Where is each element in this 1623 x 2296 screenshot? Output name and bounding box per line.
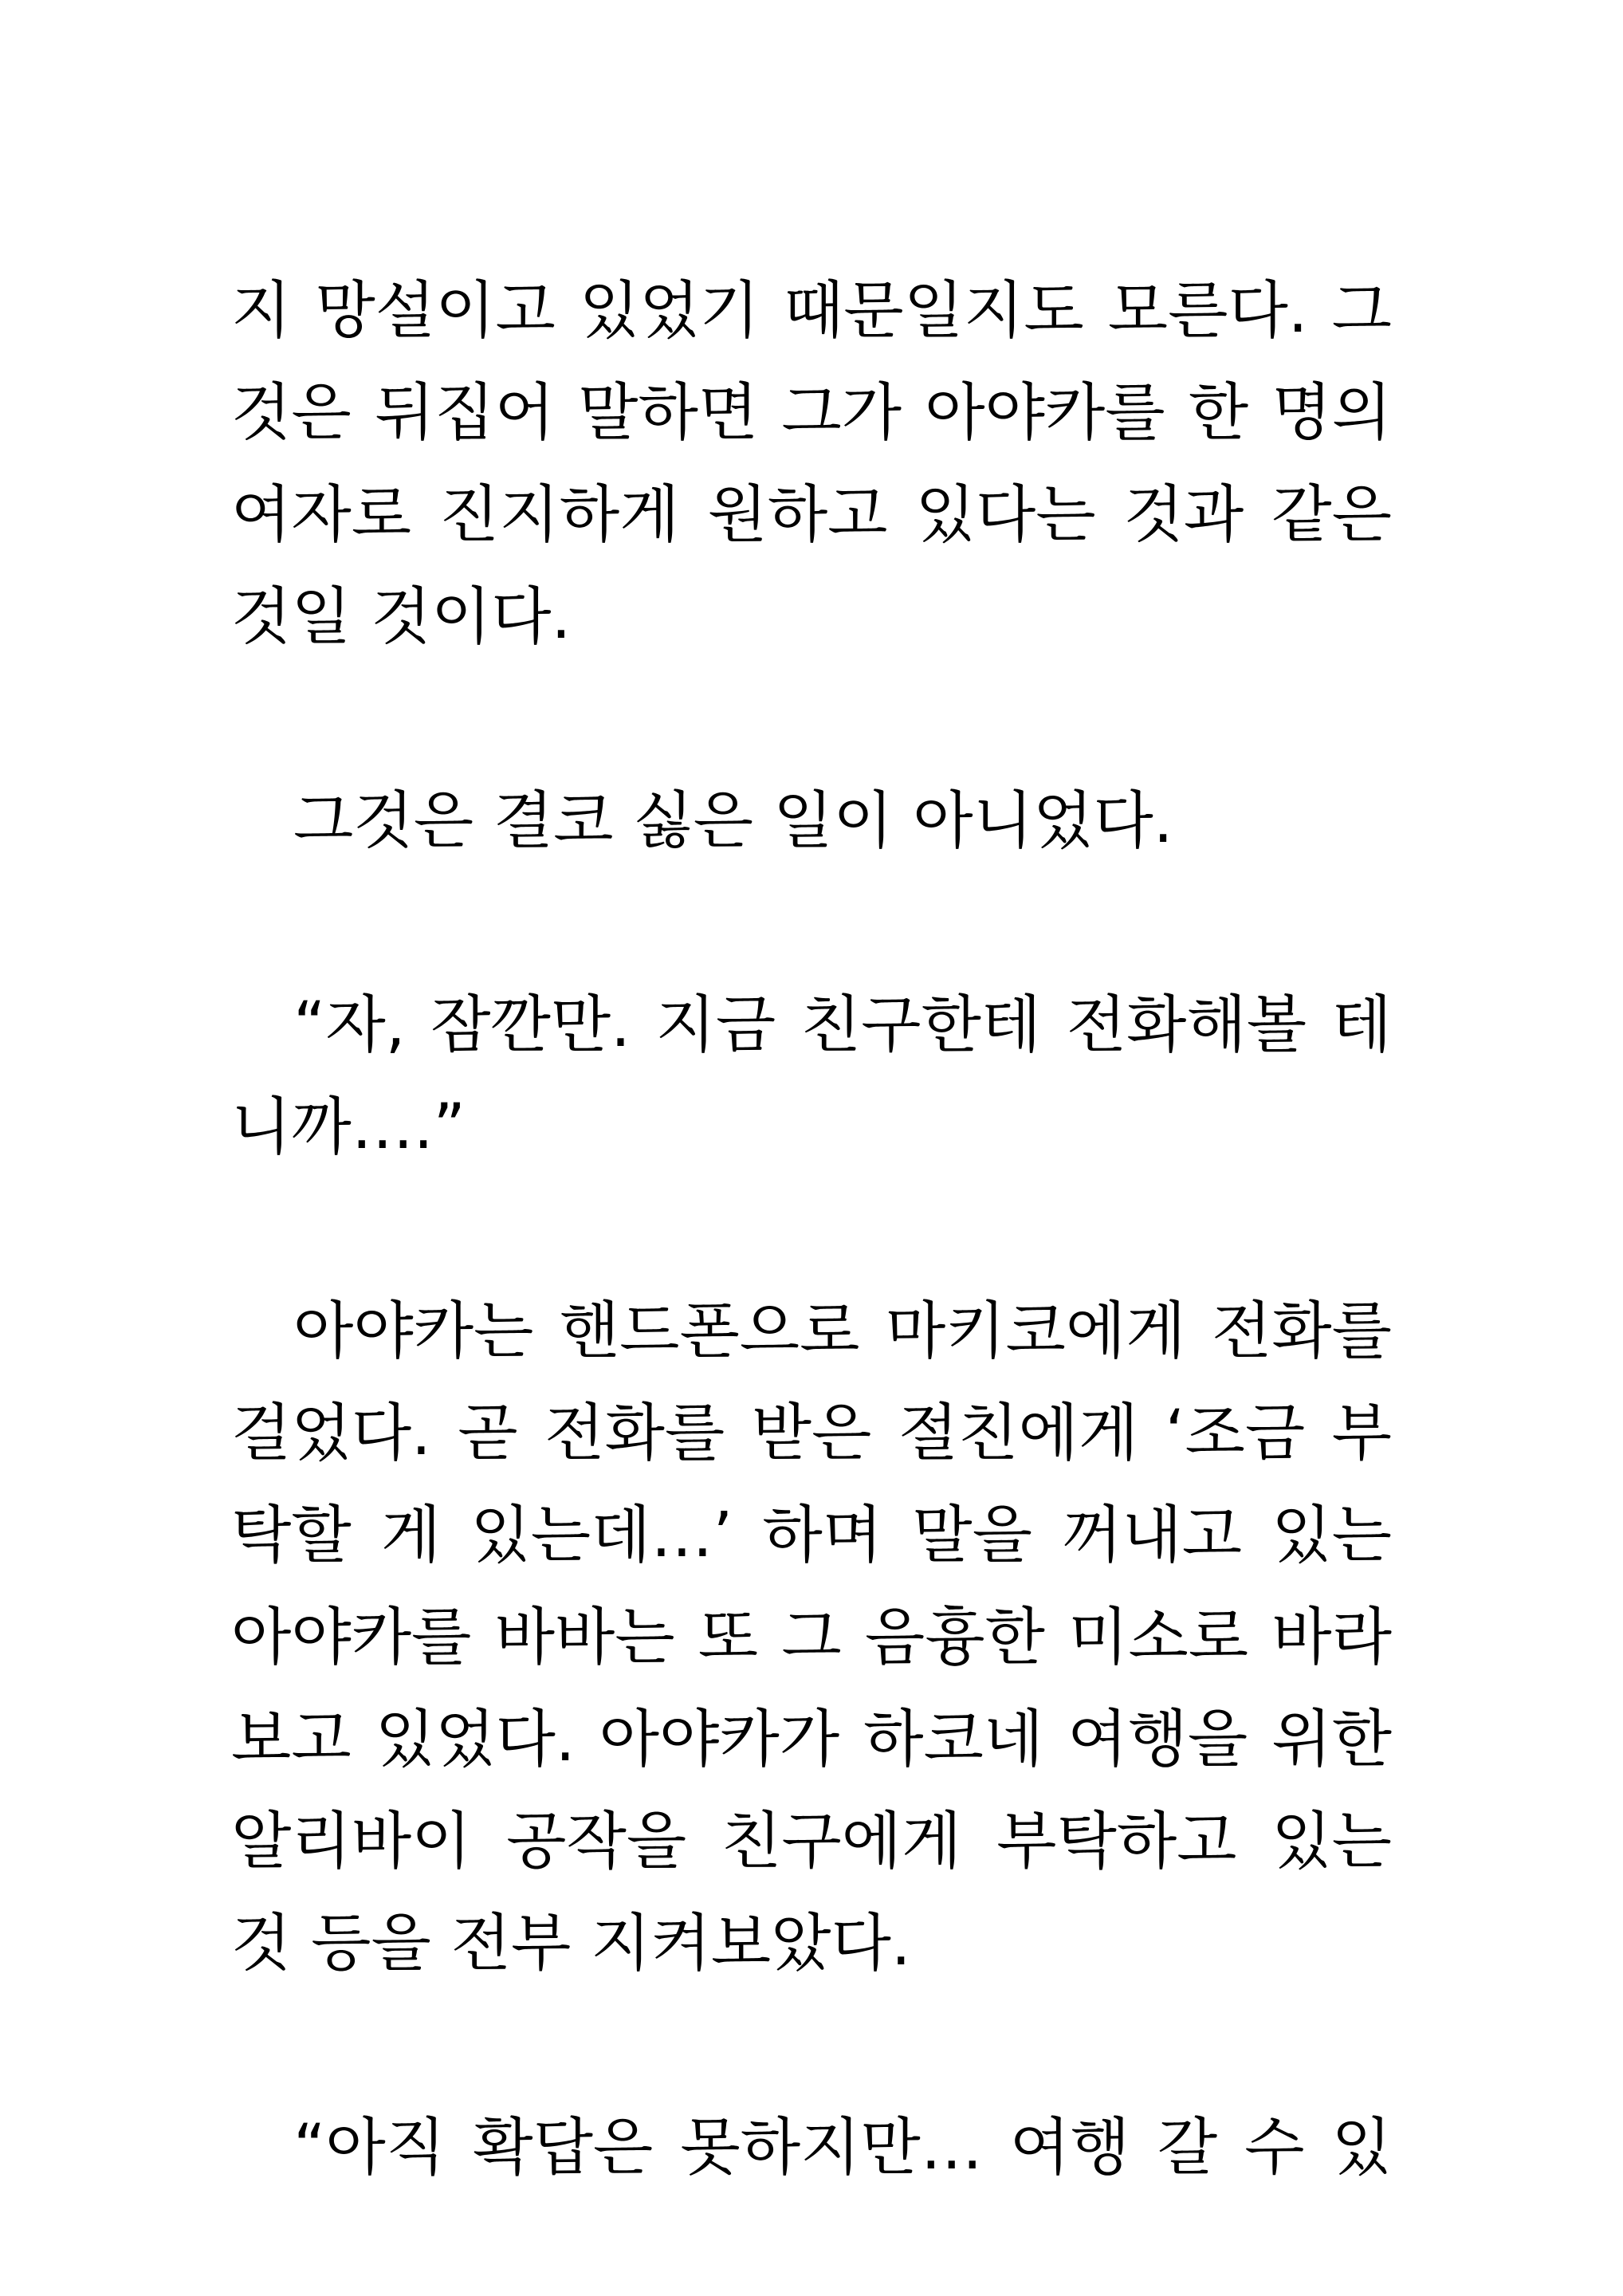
text-line: 지 망설이고 있었기 때문일지도 모른다. 그 bbox=[231, 275, 1392, 347]
paragraph bbox=[231, 260, 1392, 668]
paragraph-gap bbox=[231, 668, 1392, 770]
text-line: “아직 확답은 못하지만… 여행 갈 수 있 bbox=[293, 2112, 1392, 2184]
paragraph-gap bbox=[231, 1178, 1392, 1280]
text-line: 탁할 게 있는데…’ 하며 말을 꺼내고 있는 bbox=[231, 1500, 1392, 1571]
text-line: 것일 것이다. bbox=[231, 581, 572, 653]
text-line: 걸었다. 곧 전화를 받은 절친에게 ‘조금 부 bbox=[231, 1398, 1392, 1469]
text-line: 니까….” bbox=[231, 1091, 466, 1163]
text-line: 여자로 진지하게 원하고 있다는 것과 같은 bbox=[231, 479, 1392, 551]
text-line: “자, 잠깐만. 지금 친구한테 전화해볼 테 bbox=[293, 989, 1392, 1061]
paragraph-gap bbox=[231, 872, 1392, 974]
paragraph-gap bbox=[231, 1995, 1392, 2097]
paragraph bbox=[231, 1280, 1392, 1995]
text-line: 보고 있었다. 아야카가 하코네 여행을 위한 bbox=[231, 1704, 1392, 1775]
text-line: 아야카를 바바는 또 그 음흉한 미소로 바라 bbox=[231, 1602, 1392, 1673]
paragraph bbox=[231, 2097, 1392, 2199]
text-line: 것은 뒤집어 말하면 그가 아야카를 한 명의 bbox=[231, 377, 1392, 449]
body-text bbox=[231, 260, 1392, 2199]
text-line: 알리바이 공작을 친구에게 부탁하고 있는 bbox=[231, 1806, 1392, 1877]
text-line: 그것은 결코 싫은 일이 아니었다. bbox=[293, 785, 1173, 857]
paragraph bbox=[231, 974, 1392, 1178]
text-line: 것 등을 전부 지켜보았다. bbox=[231, 1908, 911, 1980]
text-line: 아야카는 핸드폰으로 마키코에게 전화를 bbox=[293, 1295, 1392, 1367]
paragraph bbox=[231, 770, 1392, 872]
